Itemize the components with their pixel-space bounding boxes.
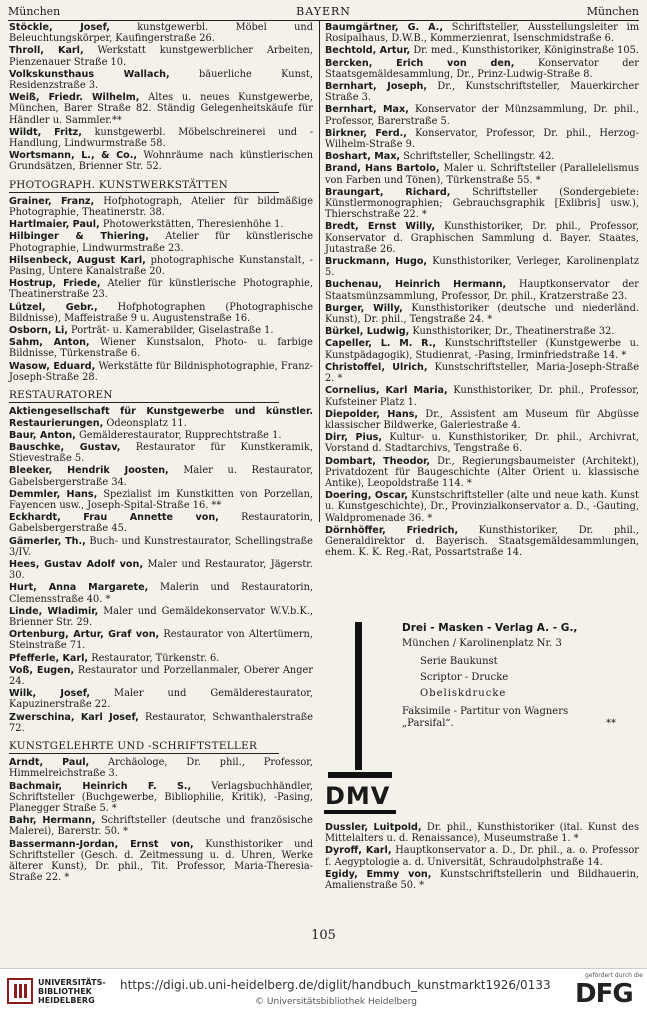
directory-entry [325, 221, 639, 255]
entry-details: Konservator der Münzsammlung, Dr. phil., Professor, Barerstraße 5. [325, 104, 639, 127]
entry-details: Kunsthistoriker, Dr. phil., Professor, Kufsteiner Platz 1. [325, 385, 640, 408]
section-title-photograph: PHOTOGRAPH. KUNSTWERKSTÄTTEN [9, 180, 279, 193]
entry-details: Buch- und Kunstrestaurator, Schellingstraße 3/IV. [9, 535, 313, 558]
directory-entry [9, 536, 313, 558]
directory-entry [9, 219, 313, 230]
university-library-logo-icon [6, 977, 34, 1005]
kunstgelehrte-entries [9, 757, 313, 883]
directory-entry [325, 22, 639, 44]
entry-details: Malerin und Restauratorin, Clemensstraße 40. * [9, 582, 313, 605]
entry-details: Gemälderestaurator, Rupprechtstraße 1. [78, 429, 282, 441]
entry-name: Braungart, Richard, [325, 186, 451, 198]
entry-details: photographische Kunstanstalt, -Pasing, Untere Kanalstraße 20. [9, 254, 313, 278]
directory-entry [9, 489, 313, 511]
entry-details: Restaurator und Porzellanmaler, Oberer Anger 24. [9, 664, 313, 687]
entry-details: bäuerliche Kunst, Residenzstraße 3. [9, 68, 313, 92]
entry-details: Maler und Restaurator, Jägerstr. 30. [9, 558, 313, 582]
entry-details: Maler und Gemälderestaurator, Kapuzinerstraße 22. [9, 688, 313, 711]
directory-entry [9, 255, 313, 277]
entry-details: Schriftsteller (deutsche und französische Malerei), Barerstr. 50. * [9, 815, 313, 838]
entry-name: Bernhart, Joseph, [325, 81, 427, 93]
entry-name: Aktiengesellschaft für Kunstgewerbe und künstler. Restaurierungen, [9, 406, 313, 429]
directory-entry [325, 338, 639, 360]
entry-name: Capeller, L. M. R., [325, 338, 437, 350]
entry-name: Dirr, Pius, [325, 432, 383, 444]
entry-name: Eckhardt, Frau Annette von, [9, 512, 219, 524]
entry-name: Birkner, Ferd., [325, 127, 407, 139]
entry-name: Brand, Hans Bartolo, [325, 163, 440, 175]
entry-name: Bernhart, Max, [325, 104, 409, 116]
ad-stars: ** [606, 718, 616, 729]
section-title-restauratoren: RESTAURATOREN [9, 390, 279, 403]
entry-details: Kultur- u. Kunsthistoriker, Dr. phil., Archivrat, Vorstand d. Stadtarchivs, Tengstraße 6. [325, 432, 639, 455]
entry-name: Hartlmaier, Paul, [9, 219, 100, 231]
restauratoren-entries [9, 406, 313, 734]
entry-details: Odeonsplatz 11. [106, 417, 187, 429]
entry-details: Kunsthistoriker, Dr. phil., Professor, Konservator d. Graphischen Sammlung d. Bayer. Staates, Jutastraße 26. [325, 221, 639, 255]
entry-details: kunstgewerbl. Möbel und Beleuchtungskörper, Kaufingerstraße 26. [9, 22, 313, 45]
header-rule [8, 20, 639, 21]
directory-entry [325, 490, 639, 524]
entry-name: Doering, Oscar, [325, 490, 408, 502]
entry-details: Hofphotographen (Photographische Bildnisse), Maffeistraße 9 u. Augustenstraße 16. [9, 301, 313, 324]
directory-entry [325, 58, 639, 80]
entry-name: Buchenau, Heinrich Hermann, [325, 279, 507, 291]
entry-name: Volkskunsthaus Wallach, [9, 68, 170, 80]
entry-details: Hauptkonservator a. D., Dr. phil., a. o. Professor f. Aegyptologie a. d. Universität, Schraudolphstraße 14. [325, 845, 639, 868]
library-footer [0, 968, 647, 1014]
directory-entry [9, 337, 313, 359]
entry-details: Porträt- u. Kamerabilder, Giselastraße 1. [71, 325, 274, 337]
copyright-notice: © Universitätsbibliothek Heidelberg [255, 997, 418, 1007]
entry-name: Bercken, Erich von den, [325, 57, 515, 69]
directory-entry [9, 45, 313, 67]
column-divider [319, 20, 320, 522]
entry-details: Konservator, Professor, Dr. phil., Herzog-Wilhelm-Straße 9. [325, 127, 639, 151]
publisher-advertisement [320, 622, 638, 822]
entry-name: Arndt, Paul, [9, 757, 90, 769]
page-number: 105 [311, 928, 336, 943]
entry-details: Spezialist im Kunstkitten von Porzellan, Fayencen usw., Joseph-Spital-Straße 16. ** [9, 488, 313, 511]
entry-name: Linde, Wladimir, [9, 605, 99, 617]
entry-name: Cornelius, Karl Maria, [325, 385, 448, 397]
entry-name: Bleeker, Hendrik Joosten, [9, 465, 169, 477]
entry-details: Verlagsbuchhändler, Schriftsteller (Buchgewerbe, Bibliophilie, Kritik), -Pasing, Planegger Straße 5. * [9, 780, 313, 814]
entry-details: Kunstschriftstellerin und Bildhauerin, Amalienstraße 50. * [325, 868, 639, 892]
directory-entry [9, 442, 313, 464]
entry-name: Bachmair, Heinrich F. S., [9, 780, 192, 792]
entry-name: Hilsenbeck, August Karl, [9, 254, 146, 266]
entry-details: Hofphotograph, Atelier für bildmäßige Photographie, Theatinerstr. 38. [9, 195, 314, 219]
entry-name: Bassermann-Jordan, Ernst von, [9, 838, 194, 850]
entry-name: Bredt, Ernst Willy, [325, 221, 436, 233]
entry-details: Dr. phil., Kunsthistoriker (ital. Kunst des Mittelalters u. d. Renaissance), Museumstraße 1. * [325, 822, 639, 845]
dfg-funding-label: gefördert durch die [585, 972, 643, 979]
dmv-logo: DMV [325, 782, 391, 810]
directory-entry [9, 653, 313, 664]
directory-entry [9, 465, 313, 487]
entry-name: Voß, Eugen, [9, 664, 75, 676]
header-center: BAYERN [296, 5, 351, 18]
entry-name: Wilk, Josef, [9, 688, 91, 700]
entry-details: Wohnräume nach künstlerischen Grundsätzen, Brienner Str. 52. [9, 150, 313, 173]
entry-details: Altes u. neues Kunstgewerbe, München, Barer Straße 82. Ständig Gelegenheitskäufe für Händler u. Sammler.** [9, 92, 313, 126]
entry-name: Bürkel, Ludwig, [325, 326, 410, 338]
directory-entry [9, 278, 313, 300]
entry-name: Hostrup, Friede, [9, 278, 101, 290]
entry-details: Schriftsteller, Ausstellungsleiter im Rosipalhaus, D.W.B., Kommerzienrat, Isenschmidstraße 6. [325, 22, 639, 45]
entry-name: Bahr, Hermann, [9, 815, 96, 827]
section-title-kunstgelehrte: KUNSTGELEHRTE UND -SCHRIFTSTELLER [9, 741, 279, 754]
entry-name: Gämerler, Th., [9, 535, 86, 547]
entry-details: Schriftsteller (Sondergebiete: Künstlermonographien; Gebrauchsgraphik [Exlibris] usw.), Thierschstraße 22. * [325, 186, 639, 221]
entry-details: Wiener Kunstsalon, Photo- u. farbige Bildnisse, Türkenstraße 6. [9, 337, 313, 360]
directory-entry [9, 127, 313, 149]
entry-name: Bechtold, Artur, [325, 45, 411, 57]
directory-entry [325, 187, 639, 221]
entry-details: kunstgewerbl. Möbelschreinerei und -Handlung, Lindwurmstraße 58. [9, 126, 314, 150]
entry-details: Atelier für künstlerische Photographie, Lindwurmstraße 23. [9, 231, 314, 254]
ad-line-1: Serie Baukunst [420, 656, 498, 667]
entry-name: Sahm, Anton, [9, 337, 90, 349]
entry-name: Egidy, Emmy von, [325, 868, 432, 880]
entry-name: Wasow, Eduard, [9, 360, 96, 372]
entry-details: Restaurator, Türkenstr. 6. [91, 652, 220, 664]
directory-entry [325, 432, 639, 454]
directory-entry [9, 196, 313, 218]
directory-entry [325, 303, 639, 325]
directory-entry [325, 385, 639, 407]
entry-name: Osborn, Li, [9, 325, 68, 337]
entry-name: Burger, Willy, [325, 302, 403, 314]
entry-name: Hilbinger & Thiering, [9, 231, 149, 243]
directory-entry [325, 326, 639, 337]
entry-name: Throll, Karl, [9, 45, 84, 57]
entry-details: Kunsthistoriker und Schriftsteller (Gesch. d. Zeitmessung u. d. Uhren, Werke älterer Kunst), Dr. phil., Tit. Professor, Maria-Theresia-Straße 22. * [9, 838, 313, 884]
entry-details: Archäologe, Dr. phil., Professor, Himmelreichstraße 3. [9, 757, 313, 780]
entry-details: Restauratorin, Gabelsbergerstraße 45. [9, 512, 313, 535]
directory-entry [9, 712, 313, 734]
directory-entry [325, 279, 639, 301]
directory-entry [325, 845, 639, 867]
institution-name: UNIVERSITÄTS- BIBLIOTHEK HEIDELBERG [38, 978, 106, 1005]
directory-entry [9, 231, 313, 253]
entry-name: Weiß, Friedr. Wilhelm, [9, 92, 140, 104]
directory-entry [9, 629, 313, 651]
entry-name: Stöckle, Josef, [9, 22, 110, 33]
entry-details: Kunsthistoriker, Verleger, Karolinenplatz 5. [325, 256, 639, 279]
directory-entry [325, 525, 639, 559]
ad-address: München / Karolinenplatz Nr. 3 [402, 638, 562, 649]
entry-name: Demmler, Hans, [9, 488, 98, 500]
directory-entry [9, 302, 313, 324]
entry-name: Wildt, Fritz, [9, 126, 82, 138]
ad-title: Drei - Masken - Verlag A. - G., [402, 622, 578, 634]
ad-line-4: Faksimile - Partitur von Wagners „Parsifal“. [402, 706, 569, 729]
entry-name: Wortsmann, L., & Co., [9, 150, 137, 162]
entry-name: Dussler, Luitpold, [325, 822, 422, 833]
entry-details: Restaurator, Schwanthalerstraße 72. [9, 711, 313, 734]
entry-details: Dr. med., Kunsthistoriker, Königinstraße 105. [413, 45, 639, 57]
entry-details: Photowerkstätten, Theresienhöhe 1. [102, 219, 284, 231]
entry-name: Grainer, Franz, [9, 195, 95, 207]
entry-name: Boshart, Max, [325, 151, 401, 163]
directory-entry [9, 512, 313, 534]
entry-name: Dörnhöffer, Friedrich, [325, 524, 459, 536]
directory-entry [325, 409, 639, 431]
directory-entry [9, 839, 313, 884]
directory-entry [325, 256, 639, 278]
entry-details: Restaurator für Kunstkeramik, Stievestraße 5. [9, 441, 313, 465]
entry-name: Bruckmann, Hugo, [325, 256, 428, 268]
entry-details: Werkstätte für Bildnisphotographie, Franz-Joseph-Straße 28. [9, 360, 313, 383]
entry-details: Kunstschriftsteller (Kunstgewerbe u. Kunstpädagogik), Studienrat, -Pasing, Irminfriedstraße 14. * [325, 338, 639, 361]
directory-entry [9, 582, 313, 604]
intro-entries [9, 22, 313, 173]
right-column-lower [325, 822, 639, 892]
running-header [8, 5, 639, 19]
entry-details: Maler u. Schriftsteller (Parallelelismus von Farben und Tönen), Türkenstraße 55. * [325, 163, 639, 186]
directory-entry [9, 22, 313, 44]
dfg-logo: DFG [575, 979, 633, 1009]
entry-details: Dr., Kunstschriftsteller, Mauerkircher Straße 3. [325, 81, 639, 104]
entry-details: Schriftsteller, Schellingstr. 42. [403, 151, 555, 163]
directory-entry [325, 104, 639, 126]
entry-name: Zwerschina, Karl Josef, [9, 711, 139, 723]
entry-details: Maler und Gemäldekonservator W.V.b.K., Brienner Str. 29. [9, 605, 313, 628]
entry-name: Baumgärtner, G. A., [325, 22, 443, 33]
entry-name: Dyroff, Karl, [325, 845, 392, 857]
entry-name: Pfefferle, Karl, [9, 652, 89, 664]
logo-underline [324, 810, 396, 814]
permalink-url[interactable]: https://digi.ub.uni-heidelberg.de/diglit/handbuch_kunstmarkt1926/0133 [120, 978, 551, 992]
directory-entry [9, 69, 313, 91]
right-column [325, 22, 639, 559]
entry-details: Kunsthistoriker, Dr. phil., Generaldirektor d. Bayerisch. Staatsgemäldesammlungen, ehem. K. K. Reg.-Rat, Possartstraße 14. [325, 524, 639, 559]
right-entries [325, 22, 639, 558]
entry-details: Kunsthistoriker, Dr., Theatinerstraße 32. [412, 326, 615, 338]
ad-line-2: Scriptor - Drucke [420, 672, 509, 683]
directory-entry [325, 81, 639, 103]
directory-entry [9, 665, 313, 687]
obelisk-logo-shape [355, 622, 362, 770]
directory-entry [9, 150, 313, 172]
directory-entry [325, 128, 639, 150]
header-left: München [8, 5, 61, 18]
directory-entry [325, 151, 639, 162]
directory-entry [9, 559, 313, 581]
directory-entry [325, 456, 639, 490]
entry-details: Restaurator von Altertümern, Steinstraße 71. [9, 629, 313, 652]
directory-entry [325, 163, 639, 185]
entry-details: Kunstschriftsteller, Maria-Joseph-Straße 2. * [325, 361, 640, 385]
photograph-entries [9, 196, 313, 383]
directory-entry [9, 92, 313, 126]
obelisk-logo-base [328, 772, 392, 778]
directory-entry [9, 757, 313, 779]
directory-entry [9, 325, 313, 336]
entry-name: Ortenburg, Artur, Graf von, [9, 629, 160, 641]
directory-entry [9, 606, 313, 628]
directory-entry [9, 688, 313, 710]
entry-name: Lützel, Gebr., [9, 301, 98, 313]
header-right: München [586, 5, 639, 18]
entry-details: Atelier für künstlerische Photographie, Theatinerstraße 23. [9, 278, 313, 301]
entry-name: Hees, Gustav Adolf von, [9, 558, 143, 570]
directory-entry [325, 822, 639, 844]
right-entries-lower [325, 822, 639, 891]
directory-entry [325, 869, 639, 891]
entry-details: Kunstschriftsteller (alte und neue kath. Kunst u. Kunstgeschichte), Dr., Provinzialkonservator a. D., -Gauting, Waldpromenade 36. * [325, 490, 639, 524]
directory-entry [9, 406, 313, 428]
entry-name: Christoffel, Ulrich, [325, 361, 428, 373]
left-column [9, 22, 313, 884]
entry-details: Hauptkonservator der Staatsmünzsammlung, Professor, Dr. phil., Kratzerstraße 23. [325, 279, 639, 302]
entry-details: Kunsthistoriker (deutsche und niederländ. Kunst), Dr. phil., Tengstraße 24. * [325, 302, 640, 326]
entry-details: Dr., Regierungsbaumeister (Architekt), Privatdozent für Baugeschichte (Alter Orient u. klassische Antike), Leopoldstraße 114. * [325, 455, 639, 489]
entry-name: Bauschke, Gustav, [9, 441, 121, 453]
directory-entry [325, 362, 639, 384]
entry-details: Dr., Assistent am Museum für Abgüsse klassischer Bildwerke, Galeriestraße 4. [325, 408, 640, 431]
directory-entry [9, 430, 313, 441]
entry-details: Konservator der Staatsgemäldesammlung, Dr., Prinz-Ludwig-Straße 8. [325, 57, 639, 80]
directory-entry [9, 361, 313, 383]
entry-details: Werkstatt kunstgewerblicher Arbeiten, Pienzenauer Straße 10. [9, 45, 313, 68]
entry-details: Maler u. Restaurator, Gabelsbergerstraße 34. [9, 465, 313, 488]
entry-name: Diepolder, Hans, [325, 408, 419, 420]
directory-entry [325, 45, 639, 56]
directory-entry [9, 781, 313, 815]
directory-entry [9, 815, 313, 837]
ad-line-3: Obeliskdrucke [420, 688, 507, 699]
entry-name: Hurt, Anna Margarete, [9, 582, 149, 594]
entry-name: Baur, Anton, [9, 429, 76, 441]
entry-name: Dombart, Theodor, [325, 455, 431, 467]
